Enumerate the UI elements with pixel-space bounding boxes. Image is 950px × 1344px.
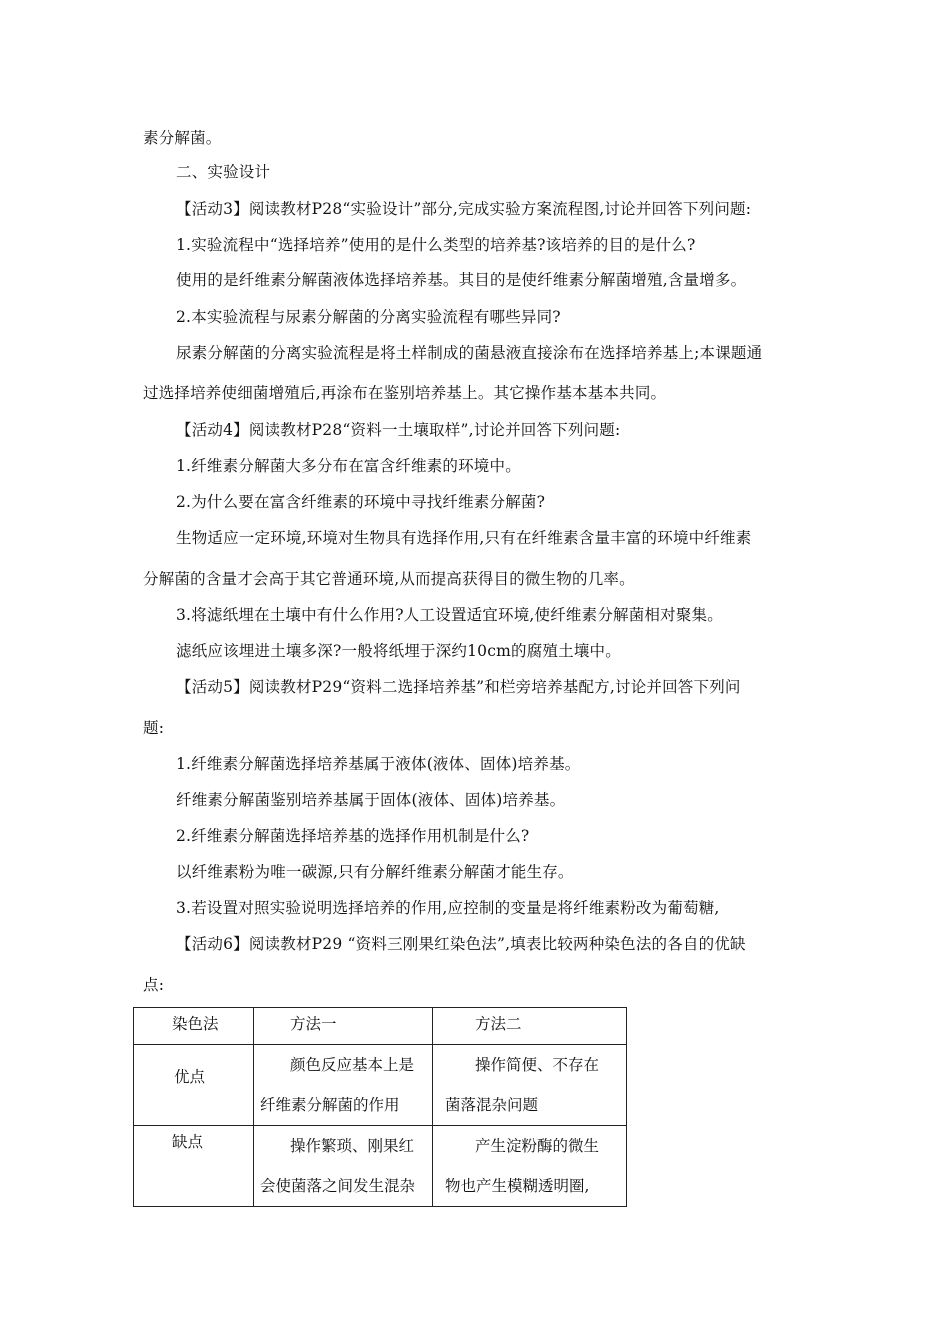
staining-comparison-table xyxy=(133,1007,627,1207)
table-cell xyxy=(254,1126,433,1207)
activity-heading: 【活动3】阅读教材P28“实验设计”部分,完成实验方案流程图,讨论并回答下列问题: xyxy=(176,200,752,218)
activity-heading: 【活动4】阅读教材P28“资料一土壤取样”,讨论并回答下列问题: xyxy=(176,421,621,439)
cell-line: 会使菌落之间发生混杂 xyxy=(260,1177,416,1195)
table-cell xyxy=(433,1045,627,1126)
cell-line: 颜色反应基本上是 xyxy=(290,1056,415,1074)
table-row xyxy=(134,1045,627,1126)
activity-heading: 【活动6】阅读教材P29 “资料三刚果红染色法”,填表比较两种染色法的各自的优缺 xyxy=(176,935,746,953)
question: 3.将滤纸埋在土壤中有什么作用?人工设置适宜环境,使纤维素分解菌相对聚集。 xyxy=(176,606,723,624)
cell-line: 操作简便、不存在 xyxy=(475,1056,600,1074)
answer: 以纤维素粉为唯一碳源,只有分解纤维素分解菌才能生存。 xyxy=(176,863,574,881)
header-method-two: 方法二 xyxy=(475,1015,522,1033)
table-header-cell xyxy=(254,1008,433,1045)
question: 1.纤维素分解菌大多分布在富含纤维素的环境中。 xyxy=(176,457,521,475)
cell-line: 操作繁琐、刚果红 xyxy=(290,1137,415,1155)
cell-line: 物也产生模糊透明圈, xyxy=(445,1177,590,1195)
question: 2.纤维素分解菌选择培养基的选择作用机制是什么? xyxy=(176,827,530,845)
answer: 使用的是纤维素分解菌液体选择培养基。其目的是使纤维素分解菌增殖,含量增多。 xyxy=(176,271,747,289)
cell-line: 纤维素分解菌的作用 xyxy=(260,1096,400,1114)
question: 3.若设置对照实验说明选择培养的作用,应控制的变量是将纤维素粉改为葡萄糖, xyxy=(176,899,720,917)
table-cell xyxy=(134,1126,254,1207)
row-label-disadvantages: 缺点 xyxy=(172,1133,204,1151)
answer: 尿素分解菌的分离实验流程是将土样制成的菌悬液直接涂布在选择培养基上;本课题通 xyxy=(176,344,763,362)
cell-line: 菌落混杂问题 xyxy=(445,1096,539,1114)
table-cell xyxy=(254,1045,433,1126)
activity-heading-continued: 点: xyxy=(143,976,165,994)
section-heading: 二、实验设计 xyxy=(176,163,271,181)
table-cell xyxy=(433,1126,627,1207)
question: 2.本实验流程与尿素分解菌的分离实验流程有哪些异同? xyxy=(176,308,561,326)
question: 2.为什么要在富含纤维素的环境中寻找纤维素分解菌? xyxy=(176,493,546,511)
answer-continued: 分解菌的含量才会高于其它普通环境,从而提高获得目的微生物的几率。 xyxy=(143,570,635,588)
question: 滤纸应该埋进土壤多深?一般将纸埋于深约10cm的腐殖土壤中。 xyxy=(176,642,621,660)
header-stain-method: 染色法 xyxy=(172,1015,219,1033)
cell-line: 产生淀粉酶的微生 xyxy=(475,1137,600,1155)
row-label-advantages: 优点 xyxy=(174,1068,206,1086)
header-method-one: 方法一 xyxy=(290,1015,337,1033)
activity-heading-continued: 题: xyxy=(143,719,165,737)
method-one-advantages xyxy=(254,1045,432,1125)
question: 1.纤维素分解菌选择培养基属于液体(液体、固体)培养基。 xyxy=(176,755,581,773)
table-row xyxy=(134,1126,627,1207)
paragraph: 素分解菌。 xyxy=(143,129,222,147)
answer: 生物适应一定环境,环境对生物具有选择作用,只有在纤维素含量丰富的环境中纤维素 xyxy=(176,529,752,547)
table-header-cell xyxy=(134,1008,254,1045)
question: 1.实验流程中“选择培养”使用的是什么类型的培养基?该培养的目的是什么? xyxy=(176,236,696,254)
method-one-disadvantages xyxy=(254,1126,432,1206)
table-header-cell xyxy=(433,1008,627,1045)
method-two-disadvantages xyxy=(433,1126,626,1206)
answer-continued: 过选择培养使细菌增殖后,再涂布在鉴别培养基上。其它操作基本基本共同。 xyxy=(143,384,667,402)
activity-heading: 【活动5】阅读教材P29“资料二选择培养基”和栏旁培养基配方,讨论并回答下列问 xyxy=(176,678,741,696)
table-cell xyxy=(134,1045,254,1126)
method-two-advantages xyxy=(433,1045,626,1125)
table-header-row xyxy=(134,1008,627,1045)
question: 纤维素分解菌鉴别培养基属于固体(液体、固体)培养基。 xyxy=(176,791,566,809)
